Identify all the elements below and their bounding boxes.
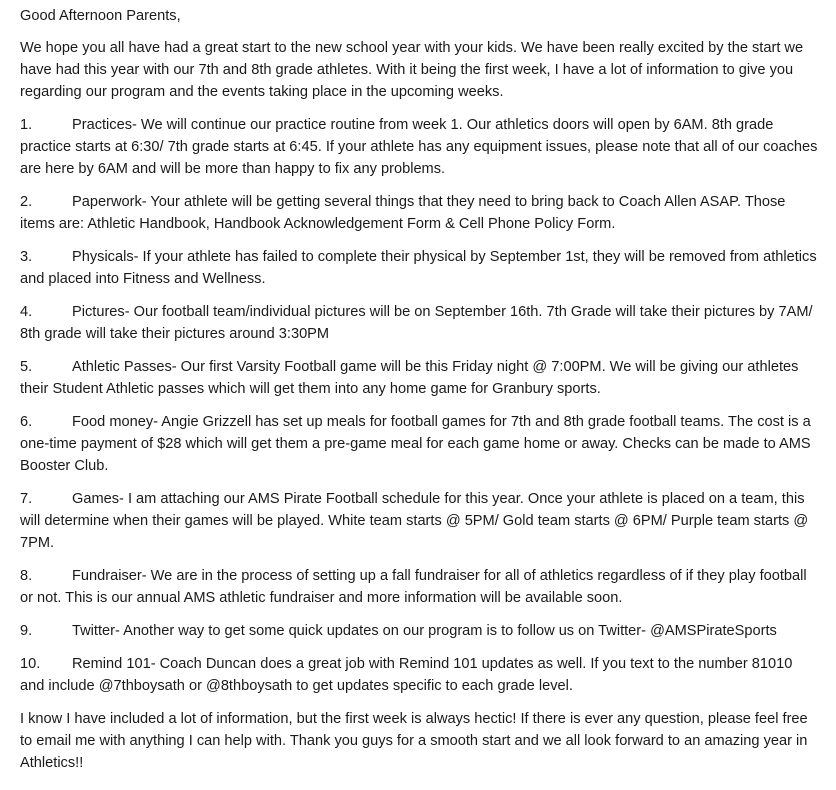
item-text: Games- I am attaching our AMS Pirate Football schedule for this year. Once your athlete is placed on a team, this will determine when their games will be played. White team starts @ 5PM/ Gold team starts @ 6PM/ Purple team starts @ 7PM. bbox=[20, 491, 809, 551]
list-item-games bbox=[20, 488, 820, 554]
item-number: 7. bbox=[20, 491, 33, 507]
list-item-physicals bbox=[20, 246, 820, 290]
item-text: Food money- Angie Grizzell has set up meals for football games for 7th and 8th grade football teams. The cost is a one-time payment of $28 which will get them a pre-game meal for each game home or away. Checks can be made to AMS Booster Club. bbox=[20, 414, 811, 474]
greeting: Good Afternoon Parents, bbox=[20, 8, 181, 24]
item-text: Remind 101- Coach Duncan does a great job with Remind 101 updates as well. If you text to the number 81010 and include @7thboysath or @8thboysath to get updates specific to each grade level. bbox=[20, 656, 793, 694]
item-text: Pictures- Our football team/individual pictures will be on September 16th. 7th Grade will take their pictures by 7AM/ 8th grade will take their pictures around 3:30PM bbox=[20, 304, 813, 342]
list-item-athletic-passes bbox=[20, 356, 820, 400]
item-text: Physicals- If your athlete has failed to complete their physical by September 1st, they will be removed from athletics and placed into Fitness and Wellness. bbox=[20, 249, 817, 287]
intro-paragraph: We hope you all have had a great start to the new school year with your kids. We have been really excited by the start we have had this year with our 7th and 8th grade athletes. With it being the first week, I have a lot of information to give you regarding our program and the events taking place in the upcoming weeks. bbox=[20, 40, 804, 100]
item-number: 5. bbox=[20, 359, 33, 375]
item-number: 3. bbox=[20, 249, 33, 265]
item-text: Practices- We will continue our practice routine from week 1. Our athletics doors will open by 6AM. 8th grade practice starts at 6:30/ 7th grade starts at 6:45. If your athlete has any equipment issues, please note that all of our coaches are here by 6AM and will be more than happy to fix any problems. bbox=[20, 117, 818, 177]
item-number: 9. bbox=[20, 623, 33, 639]
item-number: 8. bbox=[20, 568, 33, 584]
list-item-twitter bbox=[20, 620, 820, 642]
item-number: 1. bbox=[20, 117, 33, 133]
item-text: Paperwork- Your athlete will be getting several things that they need to bring back to Coach Allen ASAP. Those items are: Athletic Handbook, Handbook Acknowledgement Form & Cell Phone Policy Form. bbox=[20, 194, 786, 232]
item-text: Twitter- Another way to get some quick updates on our program is to follow us on Twitter- @AMSPirateSports bbox=[72, 623, 777, 639]
list-item-practices bbox=[20, 114, 820, 180]
item-number: 2. bbox=[20, 194, 33, 210]
item-number: 10. bbox=[20, 656, 41, 672]
item-number: 4. bbox=[20, 304, 33, 320]
list-item-food-money bbox=[20, 411, 820, 477]
letter-document bbox=[20, 5, 820, 785]
list-item-pictures bbox=[20, 301, 820, 345]
list-item-remind-101 bbox=[20, 653, 820, 697]
list-item-fundraiser bbox=[20, 565, 820, 609]
item-number: 6. bbox=[20, 414, 33, 430]
item-text: Fundraiser- We are in the process of setting up a fall fundraiser for all of athletics regardless of if they play football or not. This is our annual AMS athletic fundraiser and more information will be available soon. bbox=[20, 568, 807, 606]
list-item-paperwork bbox=[20, 191, 820, 235]
item-text: Athletic Passes- Our first Varsity Football game will be this Friday night @ 7:00PM. We will be giving our athletes their Student Athletic passes which will get them into any home game for Granbury sports. bbox=[20, 359, 799, 397]
closing-paragraph: I know I have included a lot of information, but the first week is always hectic! If there is ever any question, please feel free to email me with anything I can help with. Thank you guys for a smooth start and we all look forward to an amazing year in Athletics!! bbox=[20, 711, 808, 771]
